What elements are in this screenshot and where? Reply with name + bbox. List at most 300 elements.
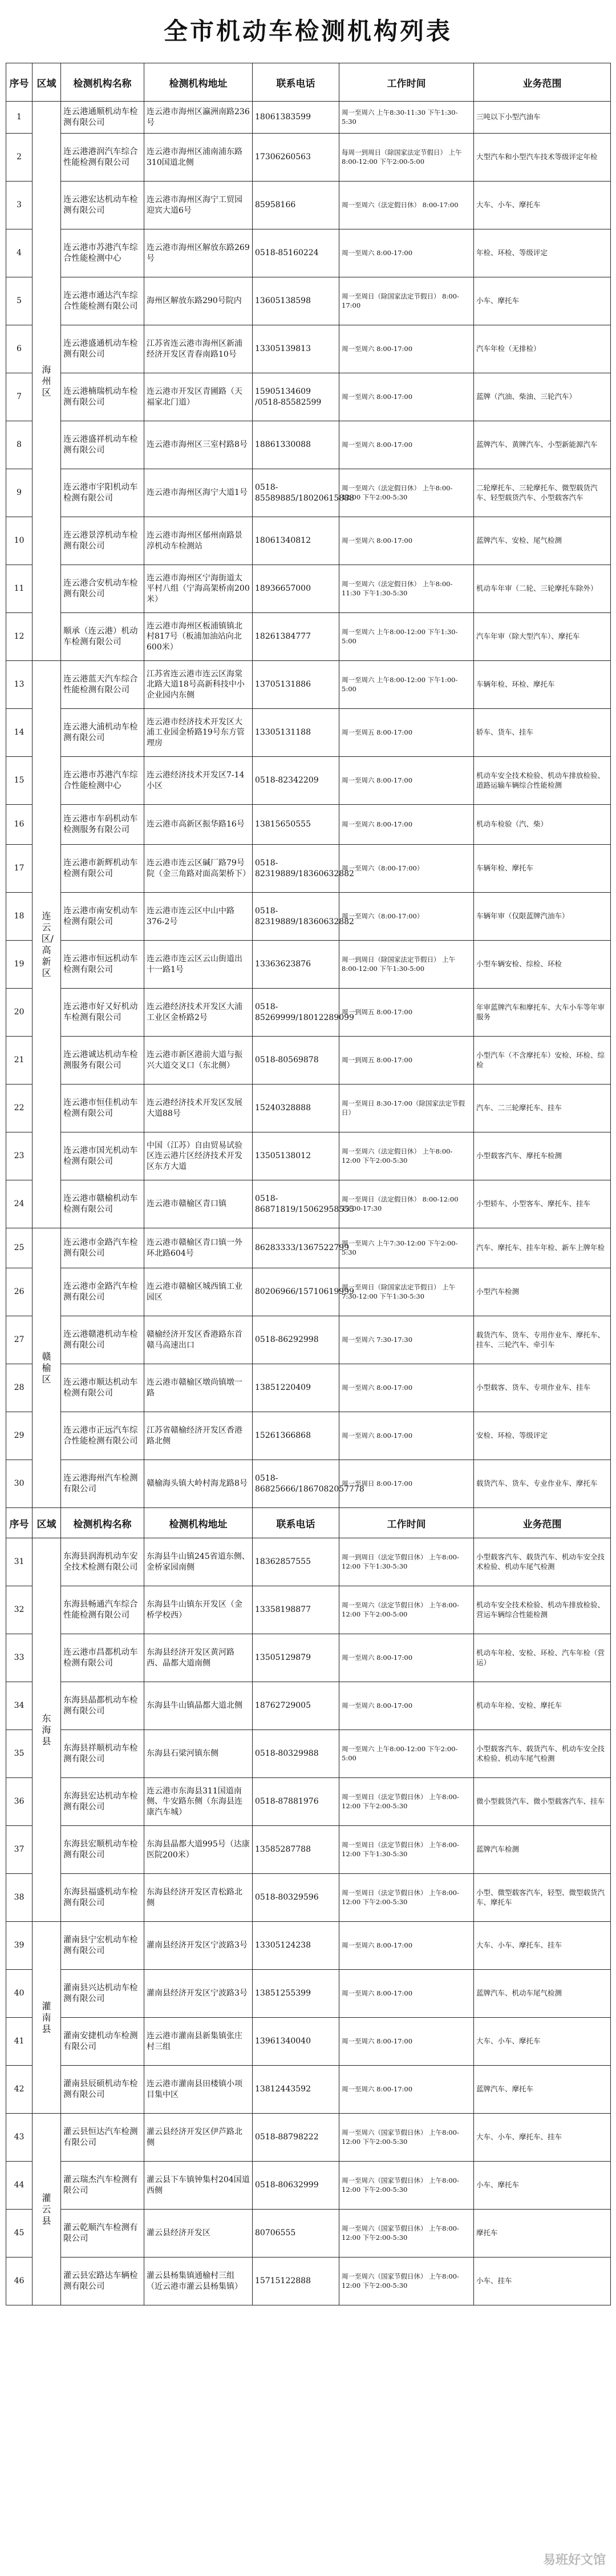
- agency-name: 连云港市南安机动车检测有限公司: [61, 893, 144, 941]
- agency-name: 连云港景淳机动车检测有限公司: [61, 517, 144, 565]
- row-number: 20: [6, 989, 33, 1037]
- region-cell: [33, 1228, 61, 1508]
- agency-hours: 周一至周六（法定假日休） 上午8:00-12:00 下午2:00-5:30: [339, 469, 474, 517]
- agency-name: 连云港海州汽车检测有限公司: [61, 1460, 144, 1508]
- agency-hours: 周一至周六（8:00-17:00）: [339, 893, 474, 941]
- agency-name: 东海县晶都机动车检测有限公司: [61, 1682, 144, 1730]
- agency-phone: 17306260563: [253, 134, 339, 182]
- row-number: 15: [6, 757, 33, 805]
- agency-hours: 周一至周日（法定节假日休） 上午8:00-12:00 下午1:30-5:30: [339, 1826, 474, 1874]
- table-row: [6, 805, 611, 845]
- header-name: 检测机构名称: [61, 63, 144, 102]
- row-number: 12: [6, 613, 33, 661]
- table-row: [6, 893, 611, 941]
- table-row: [6, 1538, 611, 1586]
- agency-address: 连云港市高新区振华路16号: [144, 805, 253, 845]
- agency-name: 灌云县宏路达车辆检测有限公司: [61, 2257, 144, 2305]
- agency-hours: 周一至周六 8:00-17:00: [339, 1682, 474, 1730]
- region-label: 灌南县: [42, 2000, 51, 2034]
- agency-scope: 机动车安全技术检验、机动车排放检验、道路运输车辆综合性能检测: [474, 757, 611, 805]
- agency-scope: 机动车检验（汽、柴）: [474, 805, 611, 845]
- row-number: 43: [6, 2114, 33, 2162]
- agency-phone: 0518-85589885/18020615888: [253, 469, 339, 517]
- agency-scope: 机动车年检、安检、环检、汽车年检（营运）: [474, 1634, 611, 1682]
- agency-scope: 大型汽车和小型汽车技术等级评定年检: [474, 134, 611, 182]
- agency-phone: 0518-88798222: [253, 2114, 339, 2162]
- agency-name: 连云港市苏港汽车综合性能检测中心: [61, 229, 144, 277]
- agency-phone: 13505129879: [253, 1634, 339, 1682]
- agency-name: 连云港市昌都机动车检测有限公司: [61, 1634, 144, 1682]
- agency-hours: 周一至周六（法定假日休） 上午8:00-12:00 下午2:00-5:30: [339, 1132, 474, 1180]
- agency-hours: 周一至周六（法定假日休） 上午8:00-11:30 下午1:30-5:30: [339, 565, 474, 613]
- row-number: 31: [6, 1538, 33, 1586]
- agency-phone: 13812443592: [253, 2066, 339, 2114]
- agency-hours: 周一至周日（法定假日休） 8:00-12:00 13:00-17:30: [339, 1180, 474, 1228]
- table-body: [6, 102, 611, 2305]
- agency-scope: 二轮摩托车、三轮摩托车、微型载货汽车、轻型载货汽车、小型载客汽车: [474, 469, 611, 517]
- agency-phone: 13305131188: [253, 709, 339, 757]
- table-row: [6, 1268, 611, 1316]
- agency-scope: 载货汽车、货车、专用作业车、摩托车、挂车、三轮汽车、牵引车: [474, 1316, 611, 1364]
- agency-address: 连云港市灌南县新集镇张庄村三组: [144, 2018, 253, 2066]
- agency-scope: 安检、环检、等级评定: [474, 1412, 611, 1460]
- agency-address: 东海县晶都大道995号（达康医院200米）: [144, 1826, 253, 1874]
- region-cell: [33, 1922, 61, 2114]
- agency-phone: 0518-80329596: [253, 1874, 339, 1922]
- agency-phone: 0518-87881976: [253, 1778, 339, 1826]
- row-number: 3: [6, 182, 33, 229]
- agency-scope: 蓝牌汽车、机动车尾气检测: [474, 1970, 611, 2018]
- agency-name: 连云港盛通机动车检测有限公司: [61, 325, 144, 373]
- header-repeat-cell: 检测机构地址: [144, 1508, 253, 1538]
- agency-scope: 小车、摩托车: [474, 277, 611, 325]
- agency-phone: 15905134609 /0518-85582599: [253, 373, 339, 421]
- agency-hours: 周一至周六 上午7:30-12:00 下午2:00-5:30: [339, 1228, 474, 1268]
- agency-address: 赣榆经济开发区香港路东首赣马高速出口: [144, 1316, 253, 1364]
- agency-hours: 周一至周五 8:00-17:00: [339, 709, 474, 757]
- table-row: [6, 2162, 611, 2210]
- row-number: 7: [6, 373, 33, 421]
- row-number: 46: [6, 2257, 33, 2305]
- table-row: [6, 1778, 611, 1826]
- agency-scope: 汽车、二三轮摩托车、挂车: [474, 1085, 611, 1132]
- agency-address: 连云港市赣榆区墩尚镇墩一路: [144, 1364, 253, 1412]
- row-number: 10: [6, 517, 33, 565]
- header-phone: 联系电话: [253, 63, 339, 102]
- region-cell: [33, 1538, 61, 1922]
- agency-address: 江苏省赣榆经济开发区香港路北侧: [144, 1412, 253, 1460]
- agency-phone: 15261366868: [253, 1412, 339, 1460]
- agency-name: 东海县祥顺机动车检测有限公司: [61, 1730, 144, 1778]
- agency-address: 连云港市连云区云山街道出十一路1号: [144, 941, 253, 989]
- agency-hours: 周一至周日（法定节假日休） 上午8:00-12:00 下午2:00-5:30: [339, 1874, 474, 1922]
- agency-scope: 大车、小车、摩托车: [474, 182, 611, 229]
- agency-scope: 蓝牌（汽油、柴油、三轮汽车）: [474, 373, 611, 421]
- agency-hours: 周一至周六 8:00-17:00: [339, 757, 474, 805]
- agency-phone: 0518-82342209: [253, 757, 339, 805]
- row-number: 16: [6, 805, 33, 845]
- agency-phone: 13851220409: [253, 1364, 339, 1412]
- agency-phone: 13305124238: [253, 1922, 339, 1970]
- agency-phone: 85958166: [253, 182, 339, 229]
- agency-address: 灌云县杨集镇通榆村三组（近云港市灌云县杨集镇）: [144, 2257, 253, 2305]
- agency-address: 灌南县经济开发区宁波路3号: [144, 1970, 253, 2018]
- agency-address: 连云港市海州区瀛洲南路236号: [144, 102, 253, 134]
- agency-name: 连云港宏达机动车检测有限公司: [61, 182, 144, 229]
- agency-scope: 蓝牌汽车、安检、尾气检测: [474, 517, 611, 565]
- agency-hours: 周一到周日（法定节假日休） 上午8:00-12:00 下午1:30-5:30: [339, 1538, 474, 1586]
- table-row: [6, 1970, 611, 2018]
- agency-name: 连云港诚达机动车检测服务有限公司: [61, 1037, 144, 1085]
- table-row: [6, 709, 611, 757]
- agency-hours: 周一至周六 上午8:00-12:00 下午1:30-5:00: [339, 613, 474, 661]
- agency-phone: 13585287788: [253, 1826, 339, 1874]
- table-row: [6, 1412, 611, 1460]
- agency-phone: 13851255399: [253, 1970, 339, 2018]
- agency-hours: 周一到周日（除国家法定节假日） 上午8:00-12:00 下午1:30-5:00: [339, 941, 474, 989]
- agency-scope: 汽车年检（无排检）: [474, 325, 611, 373]
- agency-phone: 13605138598: [253, 277, 339, 325]
- agency-name: 连云港市顺达机动车检测有限公司: [61, 1364, 144, 1412]
- row-number: 37: [6, 1826, 33, 1874]
- table-row: [6, 1364, 611, 1412]
- row-number: 4: [6, 229, 33, 277]
- agency-address: 连云港市连云区碱厂路79号院（金三角路对面高架桥下）: [144, 845, 253, 893]
- agency-hours: 周一至周日 8:30-17:00（除国家法定节假日）: [339, 1085, 474, 1132]
- agency-scope: 小车、摩托车: [474, 2162, 611, 2210]
- agency-address: 连云港市海州区三室村路8号: [144, 421, 253, 469]
- row-number: 25: [6, 1228, 33, 1268]
- row-number: 13: [6, 661, 33, 709]
- agency-scope: 汽车、摩托车、挂车年检、新车上牌年检: [474, 1228, 611, 1268]
- agency-hours: 周一至周六（国家节假日休） 上午8:00-12:00 下午2:00-5:30: [339, 2257, 474, 2305]
- table-row: [6, 1037, 611, 1085]
- header-no: 序号: [6, 63, 33, 102]
- row-number: 5: [6, 277, 33, 325]
- agency-phone: 0518-80632999: [253, 2162, 339, 2210]
- table-header-row-repeat: [6, 1508, 611, 1538]
- agency-hours: 周一至周日（法定节假日休） 上午8:00-12:00 下午2:00-5:30: [339, 1778, 474, 1826]
- agency-scope: 车辆年检、环检、摩托车: [474, 661, 611, 709]
- row-number: 41: [6, 2018, 33, 2066]
- agency-address: 连云港市东海县311国道南侧、牛安路东侧（东海县连康汽车城）: [144, 1778, 253, 1826]
- agency-address: 连云港市赣榆区青口镇一外环北路604号: [144, 1228, 253, 1268]
- agency-hours: 周一至周六（法定假日休） 8:00-17:00: [339, 182, 474, 229]
- agency-address: 连云港市赣榆区城西镇工业园区: [144, 1268, 253, 1316]
- agency-address: 连云港市赣榆区青口镇: [144, 1180, 253, 1228]
- agency-scope: 小型轿车、小型客车、摩托车、挂车: [474, 1180, 611, 1228]
- table-row: [6, 2210, 611, 2257]
- agency-scope: 年检、环检、等级评定: [474, 229, 611, 277]
- region-label: 赣榆区: [42, 1351, 51, 1385]
- agency-phone: 15715122888: [253, 2257, 339, 2305]
- agency-name: 连云港盛祥机动车检测有限公司: [61, 421, 144, 469]
- agency-phone: 13705131886: [253, 661, 339, 709]
- agency-name: 连云港市金路汽车检测有限公司: [61, 1268, 144, 1316]
- agency-address: 灌南县经济开发区宁波路3号: [144, 1922, 253, 1970]
- agency-phone: 80706555: [253, 2210, 339, 2257]
- table-row: [6, 565, 611, 613]
- header-repeat-cell: 区域: [33, 1508, 61, 1538]
- table-row: [6, 182, 611, 229]
- agency-name: 灌南县兴达机动车检测有限公司: [61, 1970, 144, 2018]
- row-number: 33: [6, 1634, 33, 1682]
- agency-phone: 15240328888: [253, 1085, 339, 1132]
- header-hours: 工作时间: [339, 63, 474, 102]
- agency-phone: 0518-82319889/18360632882: [253, 845, 339, 893]
- agency-hours: 周一至周六 8:00-17:00: [339, 2066, 474, 2114]
- agency-hours: 周一至周六 8:00-17:00: [339, 805, 474, 845]
- agency-hours: 每周一到周日（除国家法定节假日） 上午8:00-12:00 下午2:00-5:00: [339, 134, 474, 182]
- agency-address: 东海县牛山镇245省道东侧、金桥家园南侧: [144, 1538, 253, 1586]
- row-number: 11: [6, 565, 33, 613]
- agency-scope: 小型载客汽车、载货汽车、机动车安全技术检验、机动车尾气检测: [474, 1730, 611, 1778]
- row-number: 14: [6, 709, 33, 757]
- agency-scope: 微小型载货汽车、微小型载客汽车、挂车: [474, 1778, 611, 1826]
- agency-address: 连云港市海州区板浦镇镇北村817号（板浦加油站向北600米）: [144, 613, 253, 661]
- agency-scope: 车辆年审（仅限蓝牌汽油车）: [474, 893, 611, 941]
- agency-address: 东海县石梁河镇东侧: [144, 1730, 253, 1778]
- agency-hours: 周一至周日（除国家法定节假日） 8:00-17:00: [339, 277, 474, 325]
- agency-address: 东海县经济开发区青松路北侧: [144, 1874, 253, 1922]
- agency-scope: 机动车安全技术检验、机动车排放检验、营运车辆综合性能检测: [474, 1586, 611, 1634]
- agency-name: 连云港市正远汽车综合性能检测有限公司: [61, 1412, 144, 1460]
- table-row: [6, 469, 611, 517]
- row-number: 24: [6, 1180, 33, 1228]
- row-number: 2: [6, 134, 33, 182]
- agency-phone: 18861330088: [253, 421, 339, 469]
- table-row: [6, 277, 611, 325]
- agency-scope: 小型汽车（不含摩托车）安检、环检、综检: [474, 1037, 611, 1085]
- agency-name: 连云港市好又好机动车检测有限公司: [61, 989, 144, 1037]
- header-repeat-cell: 工作时间: [339, 1508, 474, 1538]
- agency-name: 连云港大浦机动车检测有限公司: [61, 709, 144, 757]
- row-number: 22: [6, 1085, 33, 1132]
- agency-name: 连云港合安机动车检测有限公司: [61, 565, 144, 613]
- agency-address: 灌云县经济开发区: [144, 2210, 253, 2257]
- agency-hours: 周一至周六 8:00-17:00: [339, 325, 474, 373]
- agency-phone: 0518-80329988: [253, 1730, 339, 1778]
- row-number: 39: [6, 1922, 33, 1970]
- agency-address: 连云港经济技术开发区7-14小区: [144, 757, 253, 805]
- agency-phone: 18061340812: [253, 517, 339, 565]
- row-number: 28: [6, 1364, 33, 1412]
- table-row: [6, 134, 611, 182]
- region-cell: [33, 102, 61, 661]
- agency-name: 灌南安捷机动车检测有限公司: [61, 2018, 144, 2066]
- agency-scope: 小车、挂车: [474, 2257, 611, 2305]
- row-number: 21: [6, 1037, 33, 1085]
- agency-name: 东海县福盛机动车检测有限公司: [61, 1874, 144, 1922]
- agency-scope: 大车、小车、摩托车、挂车: [474, 2114, 611, 2162]
- watermark: 易班好文馆: [542, 2553, 606, 2567]
- row-number: 9: [6, 469, 33, 517]
- table-row: [6, 229, 611, 277]
- agency-name: 连云港港润汽车综合性能检测有限公司: [61, 134, 144, 182]
- table-row: [6, 1316, 611, 1364]
- agency-hours: 周一至周六 8:00-17:00: [339, 229, 474, 277]
- region-label: 东海县: [42, 1712, 51, 1747]
- agency-scope: 三吨以下小型汽油车: [474, 102, 611, 134]
- table-row: [6, 1826, 611, 1874]
- agency-hours: 周一至周日 8:00-17:00: [339, 1460, 474, 1508]
- row-number: 8: [6, 421, 33, 469]
- agency-phone: 0518-85269999/18012289099: [253, 989, 339, 1037]
- agency-address: 连云港市海州区海宁工贸园迎宾大道6号: [144, 182, 253, 229]
- agency-name: 连云港蓝天汽车综合性能检测有限公司: [61, 661, 144, 709]
- table-row: [6, 613, 611, 661]
- agency-name: 东海县宏达机动车检测有限公司: [61, 1778, 144, 1826]
- agency-hours: 周一至周六 7:30-17:30: [339, 1316, 474, 1364]
- agency-phone: 13505138012: [253, 1132, 339, 1180]
- agency-address: 连云港市海州区海宁大道1号: [144, 469, 253, 517]
- table-row: [6, 757, 611, 805]
- table-row: [6, 989, 611, 1037]
- row-number: 18: [6, 893, 33, 941]
- table-row: [6, 2114, 611, 2162]
- row-number: 29: [6, 1412, 33, 1460]
- agency-address: 海州区解放东路290号院内: [144, 277, 253, 325]
- row-number: 19: [6, 941, 33, 989]
- table-row: [6, 325, 611, 373]
- table-row: [6, 1634, 611, 1682]
- agency-hours: 周一至周六（8:00-17:00）: [339, 845, 474, 893]
- agency-hours: 周一至周六 上午8:00-12:00 下午1:00-5:00: [339, 661, 474, 709]
- agency-address: 连云港市新区港前大道与振兴大道交叉口（东北侧）: [144, 1037, 253, 1085]
- inspection-agency-table: [6, 63, 611, 2305]
- agency-name: 灌云瑞杰汽车检测有限公司: [61, 2162, 144, 2210]
- row-number: 6: [6, 325, 33, 373]
- agency-hours: 周一至周六（国家节假日休） 上午8:00-12:00 下午2:00-5:30: [339, 2114, 474, 2162]
- agency-hours: 周一至周六 8:00-17:00: [339, 517, 474, 565]
- agency-name: 连云港市新辉机动车检测有限公司: [61, 845, 144, 893]
- agency-name: 连云港楠瑞机动车检测有限公司: [61, 373, 144, 421]
- region-label: 海州区: [42, 364, 51, 398]
- agency-phone: 13358198877: [253, 1586, 339, 1634]
- agency-scope: 汽车年审（除大型汽车）、摩托车: [474, 613, 611, 661]
- agency-phone: 0518-86292998: [253, 1316, 339, 1364]
- agency-address: 连云港经济技术开发区大浦工业区金桥路2号: [144, 989, 253, 1037]
- agency-address: 灌云县经济开发区伊芦路北侧: [144, 2114, 253, 2162]
- header-scope: 业务范围: [474, 63, 611, 102]
- header-area: 区域: [33, 63, 61, 102]
- agency-hours: 周一至周六 8:00-17:00: [339, 421, 474, 469]
- table-row: [6, 102, 611, 134]
- agency-phone: 18936657000: [253, 565, 339, 613]
- agency-name: 连云港市赣榆机动车检测有限公司: [61, 1180, 144, 1228]
- agency-name: 连云港市苏港汽车综合性能检测中心: [61, 757, 144, 805]
- agency-phone: 80206966/15710619999: [253, 1268, 339, 1316]
- table-header-row: [6, 63, 611, 102]
- agency-address: 连云港市开发区青圃路（天福家北门道）: [144, 373, 253, 421]
- agency-scope: 载货汽车、货车、专业作业车、摩托车: [474, 1460, 611, 1508]
- table-row: [6, 1132, 611, 1180]
- agency-name: 东海县宏顺机动车检测有限公司: [61, 1826, 144, 1874]
- row-number: 34: [6, 1682, 33, 1730]
- agency-address: 连云港市海州区解放东路269号: [144, 229, 253, 277]
- table-row: [6, 941, 611, 989]
- agency-name: 连云港市车码机动车检测服务有限公司: [61, 805, 144, 845]
- row-number: 36: [6, 1778, 33, 1826]
- agency-address: 赣榆海头镇大岭村海龙路8号: [144, 1460, 253, 1508]
- agency-phone: 0518-86871819/15062958555: [253, 1180, 339, 1228]
- row-number: 30: [6, 1460, 33, 1508]
- agency-address: 东海县牛山镇晶都大道北侧: [144, 1682, 253, 1730]
- agency-hours: 周一至周六 上午8:30-11:30 下午1:30-5:30: [339, 102, 474, 134]
- agency-hours: 周一至周六 8:00-17:00: [339, 1412, 474, 1460]
- agency-name: 连云港市金路汽车检测有限公司: [61, 1228, 144, 1268]
- row-number: 1: [6, 102, 33, 134]
- agency-hours: 周一至周六 8:00-17:00: [339, 373, 474, 421]
- agency-phone: 0518-86825666/1867082057778: [253, 1460, 339, 1508]
- header-repeat-cell: 联系电话: [253, 1508, 339, 1538]
- row-number: 38: [6, 1874, 33, 1922]
- agency-scope: 蓝牌汽车、黄牌汽车、小型新能源汽车: [474, 421, 611, 469]
- page-title: 全市机动车检测机构列表: [163, 17, 452, 45]
- agency-scope: 大车、小车、摩托车: [474, 2018, 611, 2066]
- table-row: [6, 2018, 611, 2066]
- agency-name: 连云港市恒佳机动车检测有限公司: [61, 1085, 144, 1132]
- agency-phone: 13961340040: [253, 2018, 339, 2066]
- table-row: [6, 1085, 611, 1132]
- row-number: 35: [6, 1730, 33, 1778]
- row-number: 23: [6, 1132, 33, 1180]
- row-number: 26: [6, 1268, 33, 1316]
- agency-address: 灌云县下车镇钟集村204国道西侧: [144, 2162, 253, 2210]
- agency-address: 连云港市经济技术开发区大浦工业园金桥路19号东方管理房: [144, 709, 253, 757]
- agency-name: 灌南县辰硕机动车检测有限公司: [61, 2066, 144, 2114]
- agency-hours: 周一至周六 上午8:00-12:00 下午2:00-5:00: [339, 1730, 474, 1778]
- agency-address: 连云港市海州区宁海街道太平村八组（宁海高架桥南200米）: [144, 565, 253, 613]
- agency-scope: 小型载客、货车、专项作业车、挂车: [474, 1364, 611, 1412]
- agency-hours: 周一至周六 8:00-17:00: [339, 2018, 474, 2066]
- agency-scope: 年审蓝牌汽车和摩托车、大车小车等年审服务: [474, 989, 611, 1037]
- agency-address: 连云港市连云区中山中路376-2号: [144, 893, 253, 941]
- agency-phone: 0518-80569878: [253, 1037, 339, 1085]
- agency-name: 连云港市恒远机动车检测有限公司: [61, 941, 144, 989]
- row-number: 40: [6, 1970, 33, 2018]
- header-repeat-cell: 检测机构名称: [61, 1508, 144, 1538]
- agency-hours: 周一至周六（法定节假日休） 上午8:00-12:00 下午2:00-5:00: [339, 1586, 474, 1634]
- table-row: [6, 421, 611, 469]
- region-label: 连云区/高新区: [41, 910, 54, 978]
- agency-phone: 18061383599: [253, 102, 339, 134]
- agency-hours: 周一至周日（除国家法定节假日） 上午7:30-12:00 下午1:30-5:30: [339, 1268, 474, 1316]
- agency-phone: 18762729005: [253, 1682, 339, 1730]
- agency-address: 连云港经济技术开发区发展大道88号: [144, 1085, 253, 1132]
- table-row: [6, 1682, 611, 1730]
- agency-phone: 18362857555: [253, 1538, 339, 1586]
- agency-phone: 13363623876: [253, 941, 339, 989]
- row-number: 45: [6, 2210, 33, 2257]
- agency-name: 东海县畅通汽车综合性能检测有限公司: [61, 1586, 144, 1634]
- agency-hours: 周一至周六 8:00-17:00: [339, 1970, 474, 2018]
- agency-name: 灌南县宁宏机动车检测有限公司: [61, 1922, 144, 1970]
- agency-name: 连云港赣港机动车检测有限公司: [61, 1316, 144, 1364]
- region-cell: [33, 2114, 61, 2305]
- agency-address: 连云港市海州区浦南浦东路310国道北侧: [144, 134, 253, 182]
- row-number: 42: [6, 2066, 33, 2114]
- agency-scope: 大车、小车、摩托车、挂车: [474, 1922, 611, 1970]
- agency-address: 江苏省连云港市连云区海棠北路大道18号高新科技中小企业园内东侧: [144, 661, 253, 709]
- agency-scope: 摩托车: [474, 2210, 611, 2257]
- agency-phone: 86283333/1367522799: [253, 1228, 339, 1268]
- table-row: [6, 2066, 611, 2114]
- row-number: 44: [6, 2162, 33, 2210]
- agency-hours: 周一至周六（国家节假日休） 上午8:00-12:00 下午2:00-5:30: [339, 2210, 474, 2257]
- table-row: [6, 1730, 611, 1778]
- agency-scope: 蓝牌汽车、摩托车: [474, 2066, 611, 2114]
